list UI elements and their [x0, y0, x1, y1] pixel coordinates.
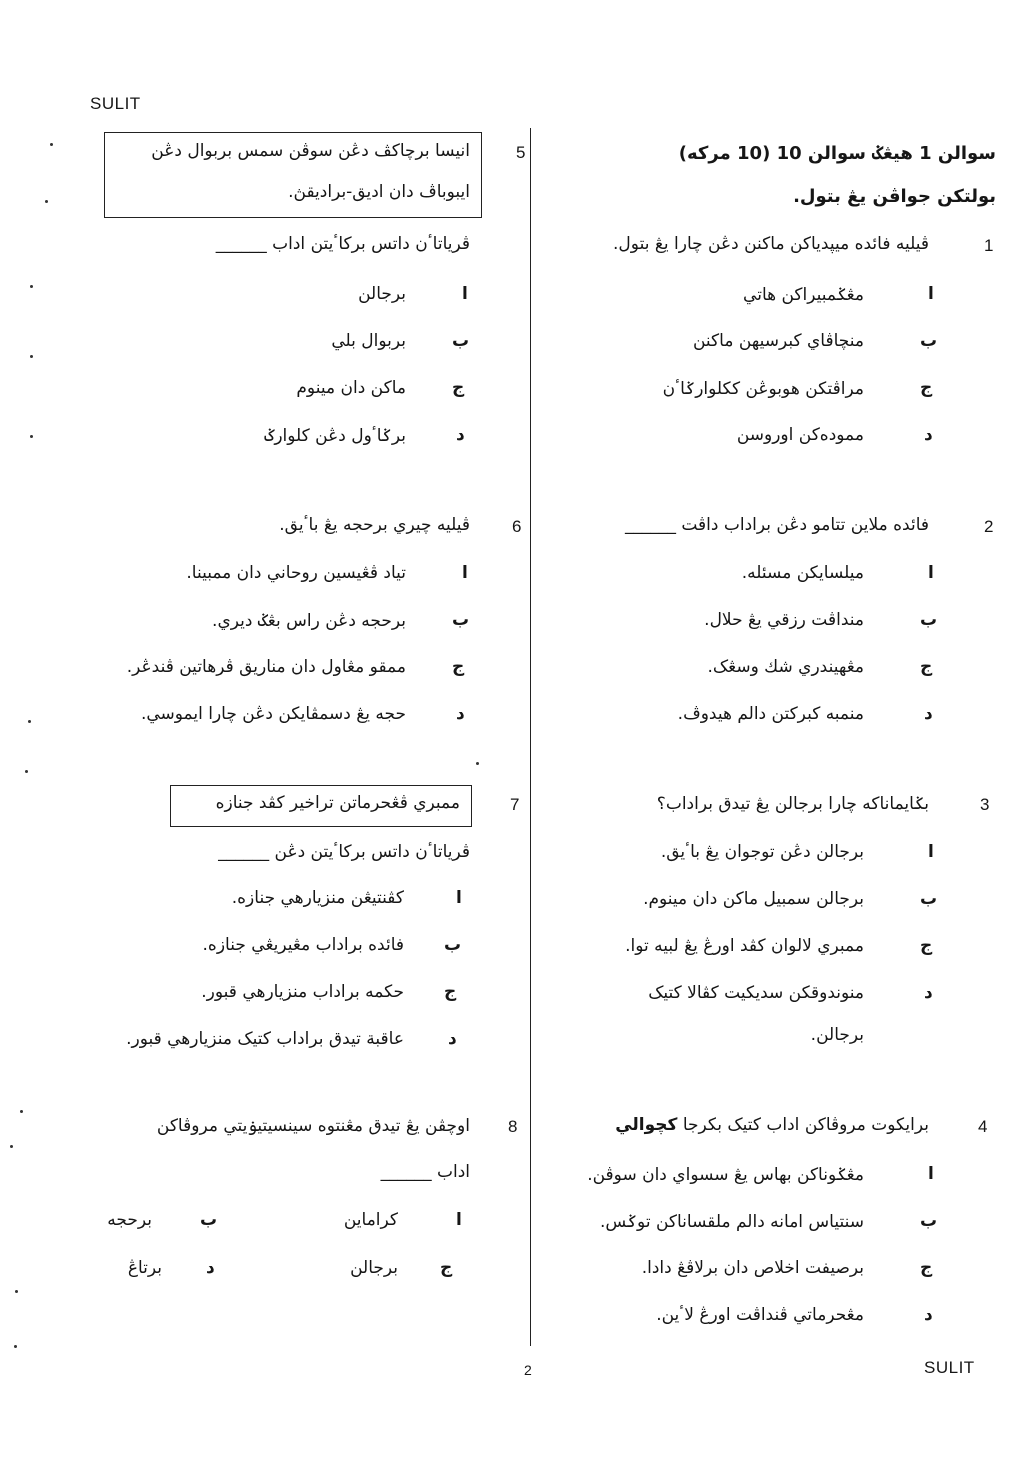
option-label: ج	[920, 1258, 933, 1278]
option-label: ا	[928, 842, 934, 862]
option-text: سنتياس امانه دالم ملقساناكن توݢس.	[600, 1212, 864, 1232]
option-text: برجالن دڠن توجوان يڠ باٴيق.	[660, 842, 864, 862]
question-number: 7	[510, 795, 520, 814]
option-text: منمبه كبركتن دالم هيدوڤ.	[677, 704, 864, 724]
option-label: د	[456, 704, 465, 724]
option-label: ب	[920, 610, 938, 630]
option-text-continued: برجالن.	[810, 1025, 864, 1045]
option-label: ج	[920, 936, 933, 956]
option-text: ماكن دان مينوم	[296, 378, 406, 398]
question-stem-continued: اداب ______	[380, 1162, 470, 1182]
section-instruction: بولتكن جواڤن يڠ بتول.	[793, 186, 996, 207]
question-number: 5	[516, 143, 526, 162]
option-text: كڤنتيڠن منزيارهي جنازه.	[231, 888, 404, 908]
option-label: ا	[456, 888, 462, 908]
stimulus-text: ممبري ڤڠحرماتن تراخير كڤد جنازه	[215, 793, 460, 813]
option-text: مڠݢوناكن بهاس يڠ سسواي دان سوڤن.	[587, 1165, 864, 1185]
option-text: عاقبة تيدق براداب كتيک منزيارهي قبور.	[126, 1029, 404, 1049]
stimulus-text: انيسا برچاكڤ دڠن سوڤن سمس بربوال دڠن	[151, 141, 470, 161]
question-stem: ڤيليه چيري برحجه يڠ باٴيق.	[279, 515, 470, 535]
option-label: ج	[452, 378, 465, 398]
option-text: فائده براداب مڠيريڠي جنازه.	[202, 935, 404, 955]
option-text: تياد ڤڠيسين روحاني دان ممبينا.	[186, 563, 406, 583]
column-divider	[530, 128, 531, 1346]
question-stem: اوچڤن يڠ تيدق مڠنتوه سينسيتيۏيتي مروڤاكن	[156, 1116, 470, 1136]
option-text: منداڤت رزقي يڠ حلال.	[704, 610, 864, 630]
option-text: برحجه	[107, 1210, 152, 1230]
question-stem: ڤرياتاٴن داتس بركاٴيتن اداب ______	[215, 234, 470, 254]
question-stem: فائده ملاين تتامو دڠن براداب داڤت ______	[624, 515, 929, 535]
option-text: كراماين	[343, 1210, 398, 1230]
option-text: حجه يڠ دسمڤايكن دڠن چارا ايموسي.	[140, 704, 406, 724]
question-number: 8	[508, 1117, 518, 1136]
option-label: ب	[452, 610, 470, 630]
option-text: برجالن سمبيل ماكن دان مينوم.	[643, 889, 864, 909]
option-label: ب	[920, 1211, 938, 1231]
option-label: د	[456, 425, 465, 445]
question-stem: ڤرياتاٴن داتس بركاٴيتن دڠن ______	[218, 842, 470, 862]
option-label: ا	[462, 563, 468, 583]
sulit-footer: SULIT	[924, 1358, 975, 1377]
option-label: ج	[444, 982, 457, 1002]
question-stem: برايكوت مروڤاكن اداب كتيک بكرجا كچوالي	[615, 1115, 929, 1135]
option-label: ا	[456, 1210, 462, 1230]
option-label: ج	[452, 657, 465, 677]
option-label: ج	[440, 1258, 453, 1278]
question-number: 1	[984, 236, 994, 255]
option-text: برحجه دڠن راس بڠݢ ديري.	[212, 611, 406, 631]
option-text: برصيفت اخلاص دان برلاڤڠ دادا.	[641, 1258, 864, 1278]
option-text: ميلسايكن مسئله.	[741, 563, 864, 583]
option-text: مڠحرماتي ڤنداڤت اورڠ لاٴين.	[656, 1305, 864, 1325]
option-label: ا	[462, 284, 468, 304]
question-number: 4	[978, 1117, 988, 1136]
option-text: مڠݢمبيراكن هاتي	[743, 285, 864, 305]
section-title: سوالن 1 هيڠݢ سوالن 10 (10 مركه)	[678, 143, 996, 164]
question-number: 6	[512, 517, 522, 536]
option-label: ا	[928, 563, 934, 583]
option-text: منوندوقكن سديكيت كڤالا كتيک	[648, 983, 864, 1003]
option-text: منچاڤاي كبرسيهن ماكنن	[692, 331, 864, 351]
question-number: 3	[980, 795, 990, 814]
option-text: برجالن	[350, 1258, 398, 1278]
option-label: ب	[920, 331, 938, 351]
option-label: ب	[452, 331, 470, 351]
option-label: د	[924, 425, 933, 445]
stimulus-text: ايبوباڤ دان اديق-براديقڽ.	[288, 182, 470, 202]
option-label: د	[206, 1258, 215, 1278]
option-text: مراڤتكن هوبوڠن ككلوارݢاٴن	[662, 379, 864, 399]
option-label: ا	[928, 284, 934, 304]
option-text: حكمه براداب منزيارهي قبور.	[201, 982, 404, 1002]
option-text: ممقو مڠاول دان مناريق ڤرهاتين ڤندڠر.	[126, 657, 406, 677]
option-label: ب	[444, 935, 462, 955]
option-text: برݢاٴول دڠن كلوارݢ	[264, 426, 406, 446]
question-stem: بݢايماناكه چارا برجالن يڠ تيدق براداب؟	[656, 794, 929, 814]
option-label: ج	[920, 657, 933, 677]
option-label: ب	[920, 889, 938, 909]
page-number: 2	[524, 1362, 532, 1378]
option-text: مموده‌كن اوروسن	[736, 425, 864, 445]
question-stem: ڤيليه فائده ميڽدياكن ماكنن دڠن چارا يڠ بتول.	[613, 234, 929, 254]
option-text: ممبري لالوان كڤد اورڠ يڠ لبيه توا.	[625, 936, 864, 956]
option-label: ج	[920, 378, 933, 398]
option-label: ب	[200, 1210, 218, 1230]
option-label: ا	[928, 1164, 934, 1184]
option-label: د	[924, 1305, 933, 1325]
option-label: د	[924, 983, 933, 1003]
option-text: مڠهيندري شك وسڠک.	[707, 657, 864, 677]
option-text: بربوال بلي	[331, 331, 406, 351]
question-number: 2	[984, 517, 994, 536]
option-label: د	[448, 1029, 457, 1049]
option-text: برتاڠ	[127, 1258, 162, 1278]
option-label: د	[924, 704, 933, 724]
sulit-header: SULIT	[90, 94, 141, 113]
option-text: برجالن	[358, 284, 406, 304]
